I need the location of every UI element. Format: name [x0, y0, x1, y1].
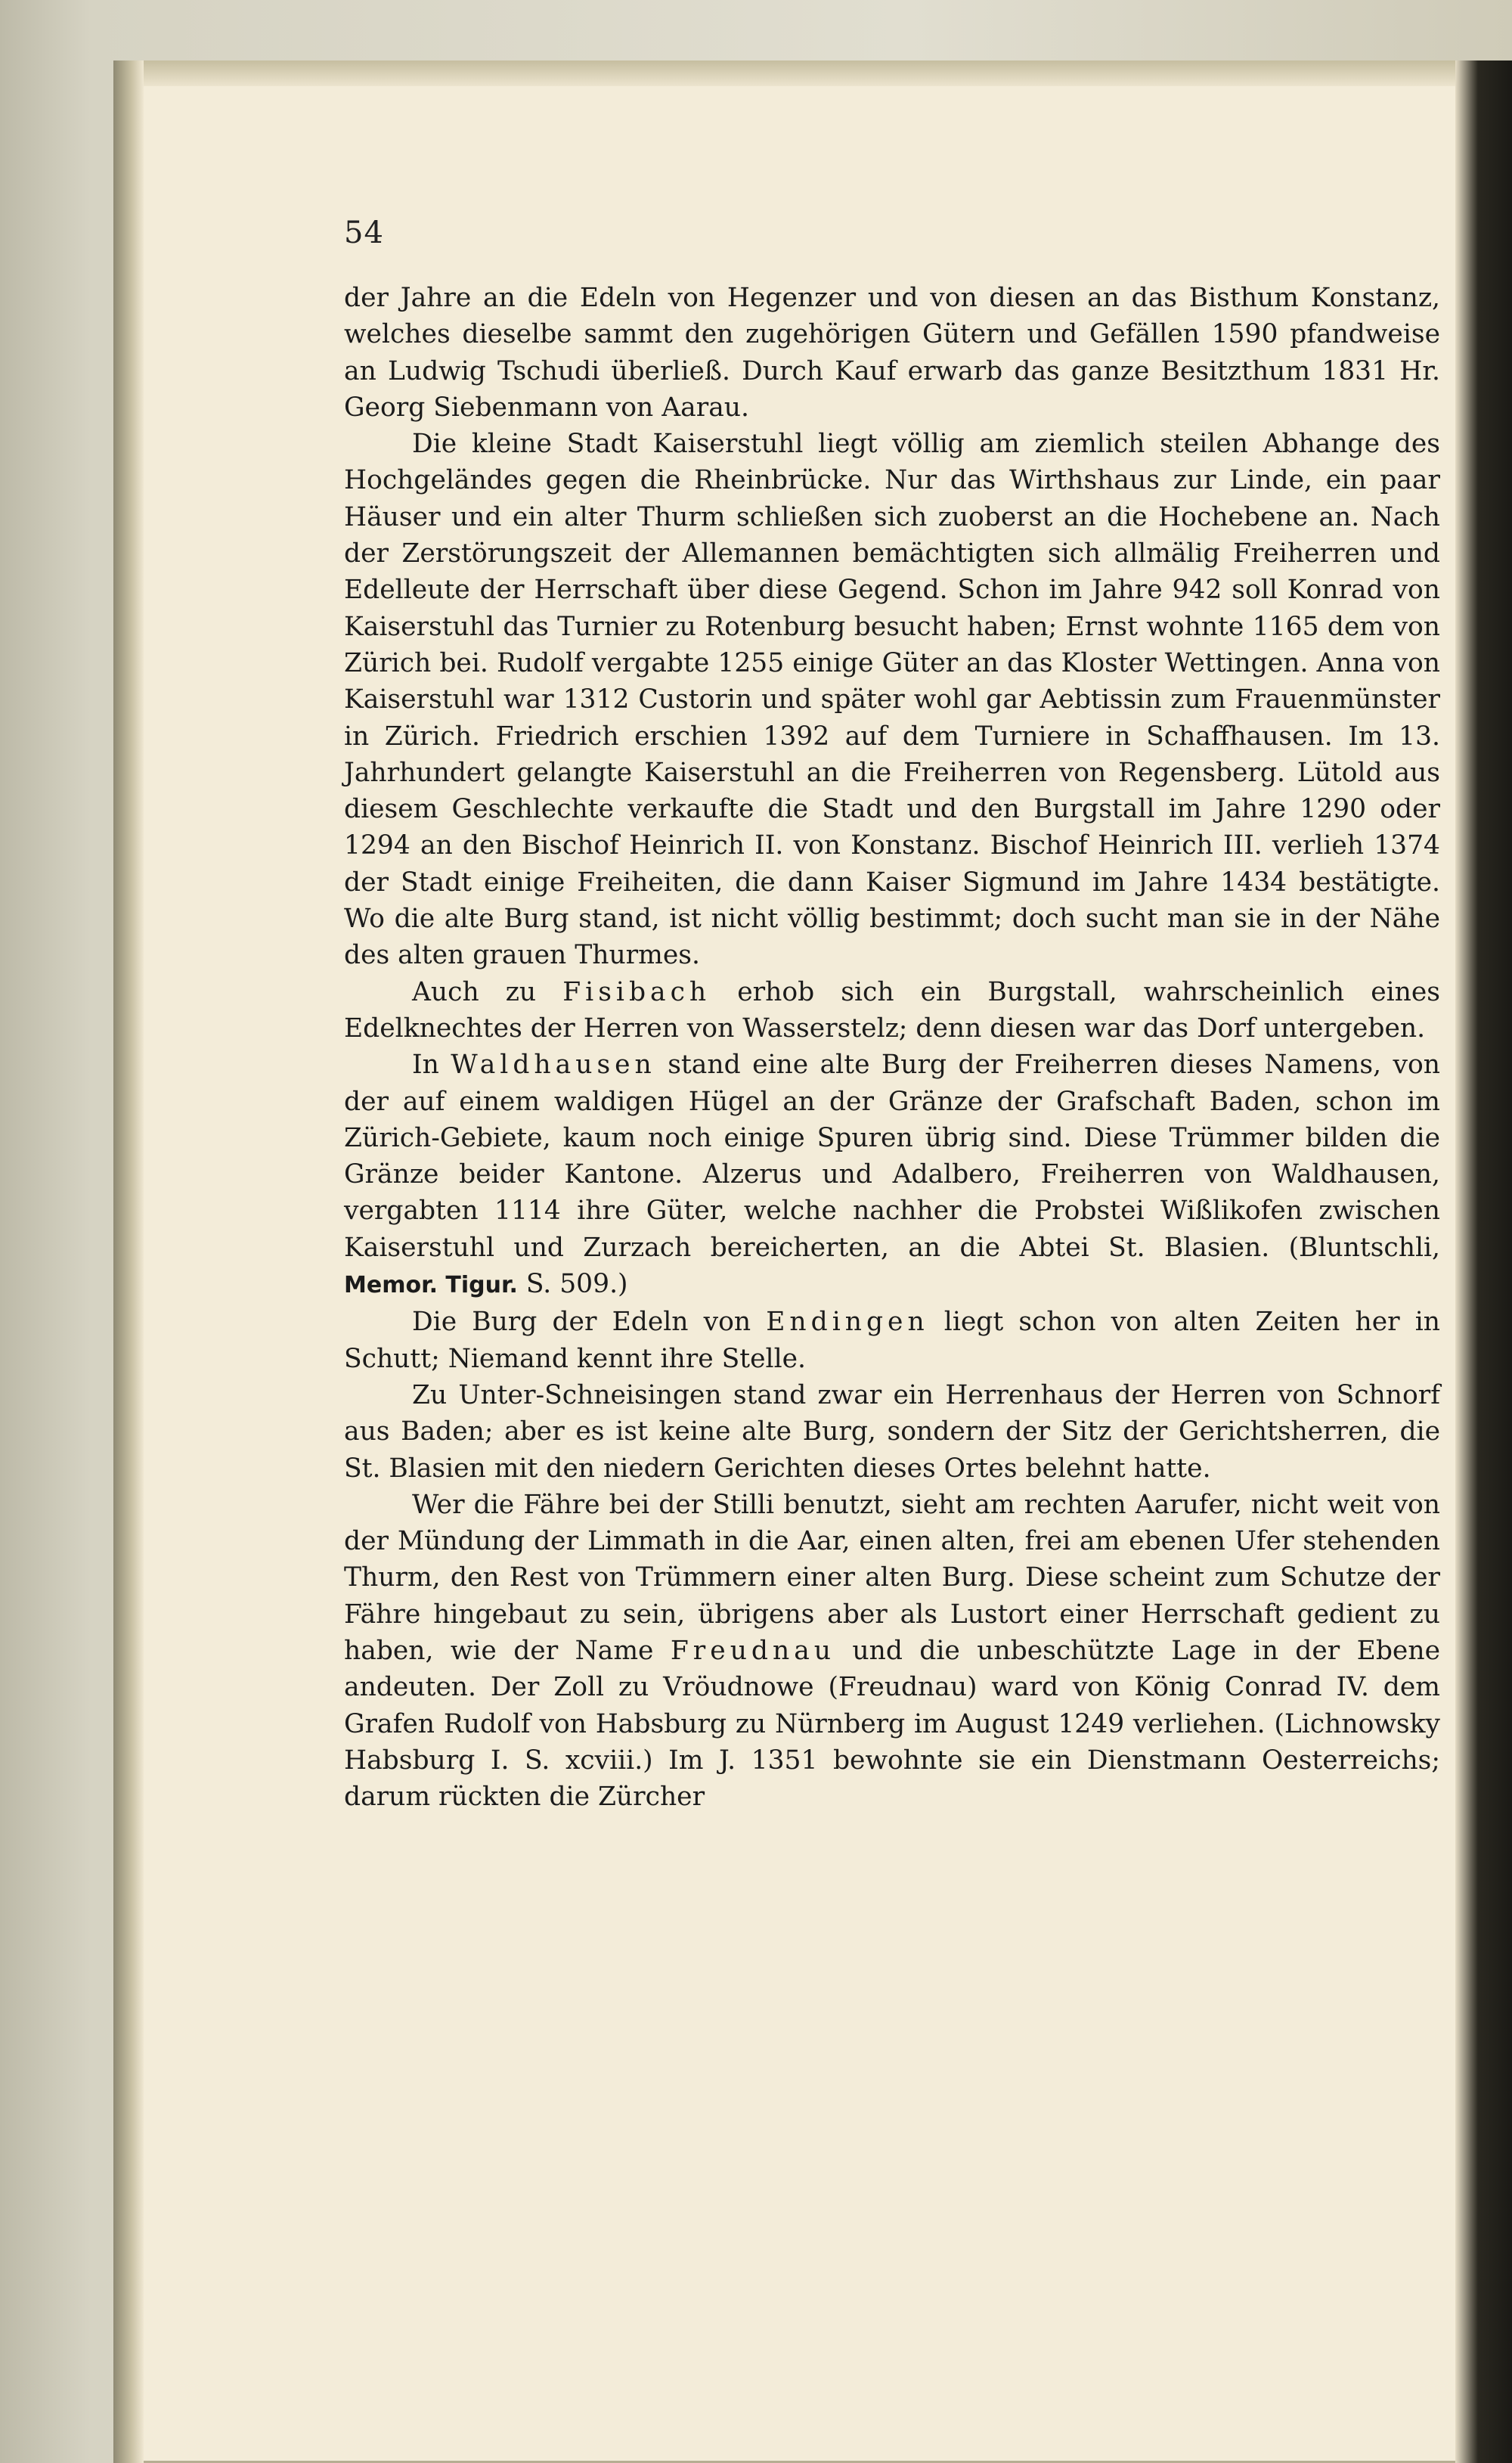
paragraph-text: Auch zu: [412, 976, 563, 1007]
paragraph-text: Die Burg der Edeln von: [412, 1307, 767, 1338]
place-name-spaced: Waldhausen: [451, 1050, 656, 1081]
paragraph: [344, 1304, 1440, 1377]
paragraph: der Jahre an die Edeln von Hegenzer und von diesen an das Bisthum Konstanz, welches dieselbe sammt den zugehörigen Gütern und Gefällen 1590 pfandweise an Ludwig Tschudi überließ. Durch Kauf erwarb das ganze Besitzthum 1831 Hr. Georg Siebenmann von Aarau.: [344, 283, 1440, 423]
place-name-spaced: Freudnau: [670, 1635, 836, 1666]
paragraph-text: liegt schon von alten Zeiten her in Schutt; Niemand kennt ihre Stelle.: [344, 1307, 1440, 1374]
paragraph-text: S. 509.): [517, 1269, 628, 1300]
paragraph-text: In: [412, 1050, 451, 1081]
paragraph: [344, 1487, 1440, 1816]
place-name-spaced: Endingen: [766, 1307, 929, 1338]
paragraph: [344, 1047, 1440, 1304]
book-spine-edge: [113, 60, 144, 2463]
paragraph-text: Wer die Fähre bei der Stilli benutzt, sieht am rechten Aarufer, nicht weit von der Mündung der Limmath in die Aar, einen alten, frei am ebenen Ufer stehenden Thurm, den Rest von Trümmern einer alten Burg. Diese scheint zum Schutze der Fähre hingebaut zu sein, übrigens aber als Lustort einer Herrschaft gedient zu haben, wie der Name: [344, 1489, 1440, 1666]
paragraph: Die kleine Stadt Kaiserstuhl liegt völlig am ziemlich steilen Abhange des Hochgeländes gegen die Rheinbrücke. Nur das Wirthshaus zur Linde, ein paar Häuser und ein alter Thurm schließen sich zuoberst an die Hochebene an. Nach der Zerstörungszeit der Allemannen bemächtigten sich allmälig Freiherren und Edelleute der Herrschaft über diese Gegend. Schon im Jahre 942 soll Konrad von Kaiserstuhl das Turnier zu Rotenburg besucht haben; Ernst wohnte 1165 dem von Zürich bei. Rudolf vergabte 1255 einige Güter an das Kloster Wettingen. Anna von Kaiserstuhl war 1312 Custorin und später wohl gar Aebtissin zum Frauenmünster in Zürich. Friedrich erschien 1392 auf dem Turniere in Schaffhausen. Im 13. Jahrhundert gelangte Kaiserstuhl an die Freiherren von Regensberg. Lütold aus diesem Geschlechte verkaufte die Stadt und den Burgstall im Jahre 1290 oder 1294 an den Bischof Heinrich II. von Konstanz. Bischof Heinrich III. verlieh 1374 der Stadt einige Freiheiten, die dann Kaiser Sigmund im Jahre 1434 bestätigte. Wo die alte Burg stand, ist nicht völlig bestimmt; doch sucht man sie in der Nähe des alten grauen Thurmes.: [344, 429, 1440, 971]
paragraph-text: stand eine alte Burg der Freiherren dieses Namens, von der auf einem waldigen Hügel an der Gränze der Grafschaft Baden, schon im Zürich-Gebiete, kaum noch einige Spuren übrig sind. Diese Trümmer bilden die Gränze beider Kantone. Alzerus und Adalbero, Freiherren von Waldhausen, vergabten 1114 ihre Güter, welche nachher die Probstei Wißlikofen zwischen Kaiserstuhl und Zurzach bereicherten, an die Abtei St. Blasien. (Bluntschli,: [344, 1050, 1440, 1263]
page-body-text: [344, 280, 1440, 2443]
page-number: 54: [344, 216, 384, 250]
paragraph: Zu Unter-Schneisingen stand zwar ein Herrenhaus der Herren von Schnorf aus Baden; aber es ist keine alte Burg, sondern der Sitz der Gerichtsherren, die St. Blasien mit den niedern Gerichten dieses Ortes belehnt hatte.: [344, 1379, 1440, 1484]
place-name-spaced: Fisibach: [562, 976, 711, 1007]
page-top-edge: [113, 60, 1467, 86]
paragraph-text: erhob sich ein Burgstall, wahrscheinlich eines Edelknechtes der Herren von Wasserstelz; denn diesen war das Dorf untergeben.: [344, 976, 1440, 1044]
paragraph: [344, 974, 1440, 1047]
latin-citation: Memor. Tigur.: [344, 1272, 518, 1299]
paragraph-text: und die unbeschützte Lage in der Ebene andeuten. Der Zoll zu Vröudnowe (Freudnau) ward von König Conrad IV. dem Grafen Rudolf von Habsburg zu Nürnberg im August 1249 verliehen. (Lichnowsky Habsburg I. S. xcviii.) Im J. 1351 bewohnte sie ein Dienstmann Oesterreichs; darum rückten die Zürcher: [344, 1635, 1440, 1813]
book-fore-edge: [1455, 60, 1512, 2463]
